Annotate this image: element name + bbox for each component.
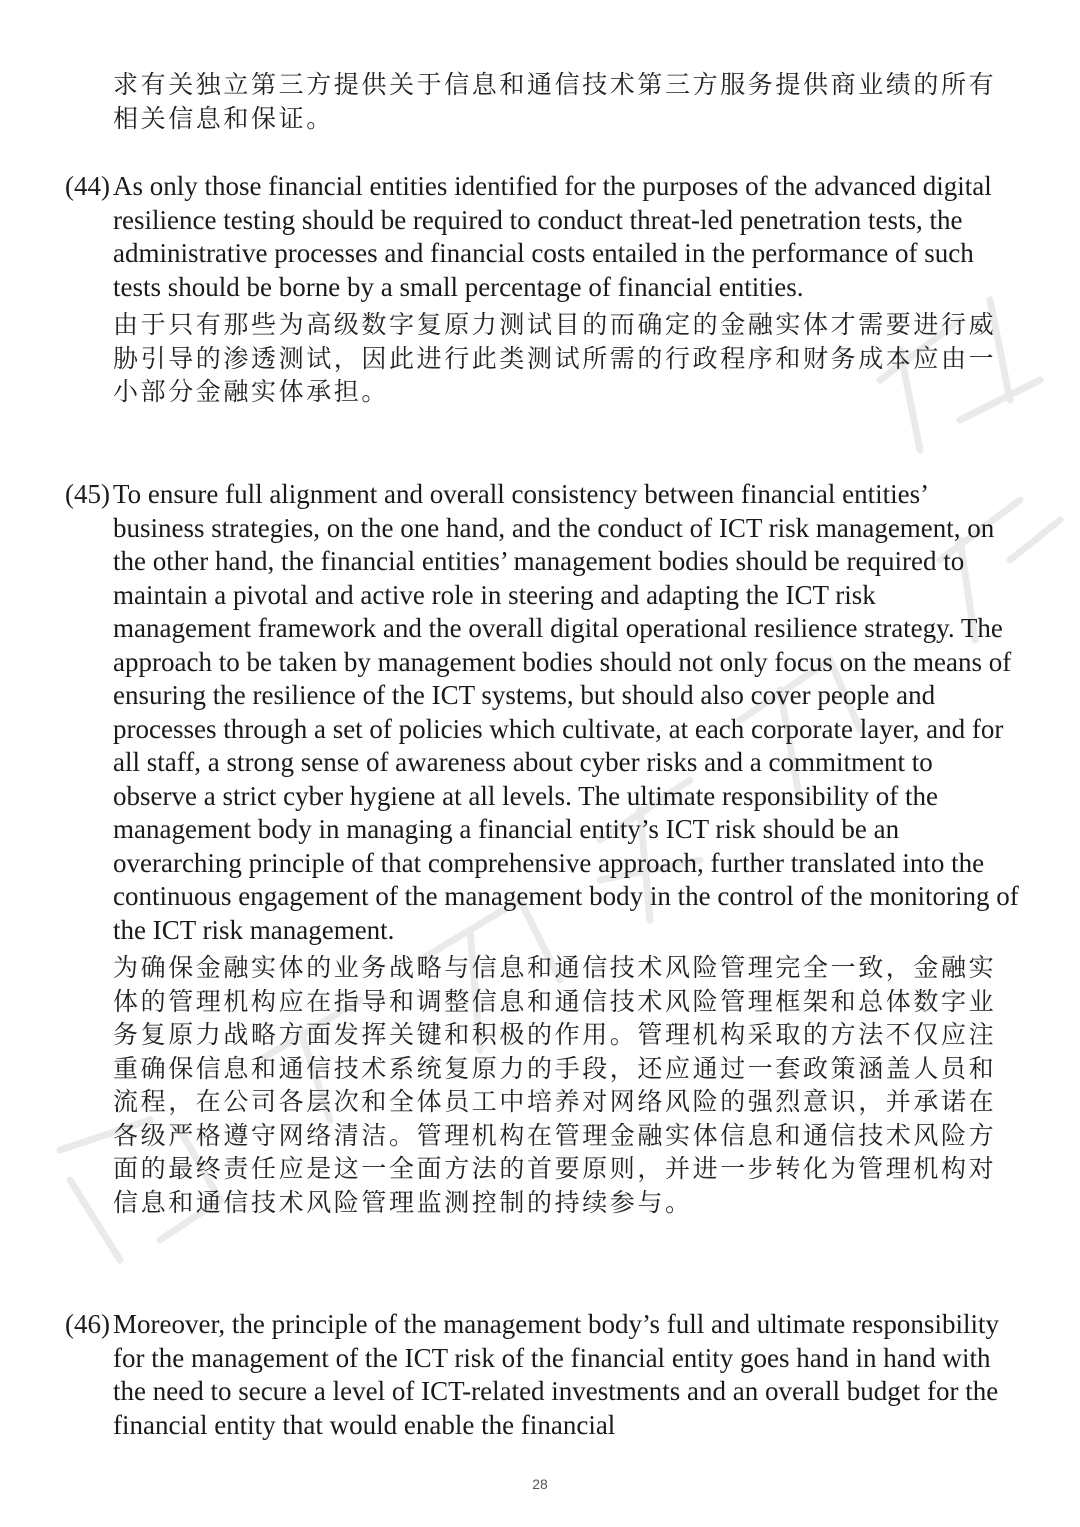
chinese-text: 为确保金融实体的业务战略与信息和通信技术风险管理完全一致，金融实体的管理机构应在指导和调整信息和通信技术风险管理框架和总体数字业务复原力战略方面发挥关键和积极的作用。管理机构采取的方法不仅应注重确保信息和通信技术系统复原力的手段，还应通过一套政策涵盖人员和流程，在公司各层次和全体员工中培养对网络风险的强烈意识，并承诺在各级严格遵守网络清洁。管理机构在管理金融实体信息和通信技术风险方面的最终责任应是这一全面方法的首要原则，并进一步转化为管理机构对信息和通信技术风险管理监测控制的持续参与。 xyxy=(113,953,997,1217)
paragraph-44 xyxy=(65,170,1020,409)
english-text: Moreover, the principle of the management body’s full and ultimate responsibility for the management of the ICT risk of the financial entity goes hand in hand with the need to secure a level of ICT-related investments and an overall budget for the financial entity that would enable the financial xyxy=(113,1309,999,1440)
chinese-text: 由于只有那些为高级数字复原力测试目的而确定的金融实体才需要进行威胁引导的渗透测试，因此进行此类测试所需的行政程序和财务成本应由一小部分金融实体承担。 xyxy=(113,310,997,406)
paragraph-number: (44) xyxy=(65,171,110,201)
paragraph-46 xyxy=(65,1308,1020,1442)
paragraph-number: (46) xyxy=(65,1309,110,1339)
paragraph-number: (45) xyxy=(65,479,110,509)
english-text: To ensure full alignment and overall consistency between financial entities’ business strategies, on the one hand, and the conduct of ICT risk management, on the other hand, the financial entities’ management bodies should be required to maintain a pivotal and active role in steering and adapting the ICT risk management framework and the overall digital operational resilience strategy. The approach to be taken by management bodies should not only focus on the means of ensuring the resilience of the ICT systems, but should also cover people and processes through a set of policies which cultivate, at each corporate layer, and for all staff, a strong sense of awareness about cyber risks and a commitment to observe a strict cyber hygiene at all levels. The ultimate responsibility of the management body in managing a financial entity’s ICT risk should be an overarching principle of that comprehensive approach, further translated into the continuous engagement of the management body in the control of the monitoring of the ICT risk management. xyxy=(113,479,1019,945)
continuation-chinese-text: 求有关独立第三方提供关于信息和通信技术第三方服务提供商业绩的所有相关信息和保证。 xyxy=(113,70,997,133)
page-number: 28 xyxy=(532,1476,548,1492)
english-text: As only those financial entities identified for the purposes of the advanced digital resilience testing should be required to conduct threat-led penetration tests, the administrative processes and financial costs entailed in the performance of such tests should be borne by a small percentage of financial entities. xyxy=(113,171,992,302)
paragraph-45 xyxy=(65,478,1020,1219)
